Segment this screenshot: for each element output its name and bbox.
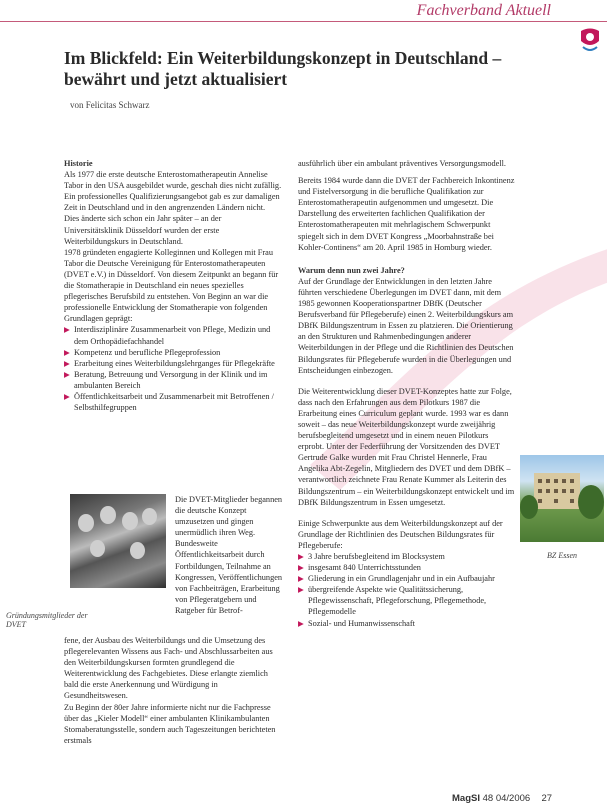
list-item: ▶ Kompetenz und berufliche Pflegeprofession (64, 347, 282, 358)
page-footer (452, 793, 552, 804)
text-column-left-continued: fene, der Ausbau des Weiterbildungs und die Umsetzung des pflegerelevanten Wissens aus Fach- und Abschlussarbeiten aus den Weiterbildungskursen formten grundlegend die Weiterentwicklung des Fachgebietes. Diese erlangte ziemlich bald die erste Anerkennung und Würdigung in Gesundheitswesen. Zu Beginn der 80er Jahre informierte nicht nur die Fachpresse über das „Kieler Modell“ einer ambulanten Klinikambulanten Stomaberatungsstelle, sondern auch Tageszeitungen berichteten erstmals (64, 636, 276, 745)
list-item: ▶ Beratung, Betreuung und Versorgung in der Klinik und im ambulanten Bereich (64, 369, 282, 391)
text-column-left (64, 158, 282, 413)
text-beside-photo: Die DVET-Mitglieder begannen die deutsche Konzept umzusetzen und gingen unermüdlich ihren Weg. Bundesweite Öffentlichkeitsarbeit durch Fortbildungen, Teilnahme an Kongressen, Veröffentlichungen von Fachbeiträgen, Erarbeitung von Pflegeratgebern und Ratgeber für Betrof- (175, 495, 283, 615)
list-item: ▶ insgesamt 840 Unterrichtsstunden (298, 562, 516, 573)
photo-caption: Gründungsmitglieder der DVET (6, 611, 88, 629)
list-item: ▶ übergreifende Aspekte wie Qualitätssicherung, Pflegewissenschaft, Pflegeforschung, Pflegemethode, Pflegemodelle (298, 584, 516, 617)
group-photo (70, 494, 166, 588)
header-rule (0, 21, 607, 22)
text-column-right (298, 158, 516, 629)
photo-caption: BZ Essen (547, 551, 577, 560)
bullet-list (298, 551, 516, 629)
paragraph: Als 1977 die erste deutsche Enterostomatherapeutin Annelise Tabor in den USA ausgebildet wurde, geschah dies nicht zufällig. Ein professionelles Qualifizierungsangebot gab es zur damaligen Zeit in Deutschland und in den angrenzenden Ländern nicht. Dies änderte sich schon ein Jahr später – an der Universitätsklinik Düsseldorf wurden der erste Weiterbildungskurs in Deutschland. (64, 170, 282, 246)
magazine-name: MagSI (452, 793, 480, 804)
issue-number: 48 04/2006 (482, 793, 531, 804)
list-item: ▶ Öffentlichkeitsarbeit und Zusammenarbeit mit Betroffenen / Selbsthilfegruppen (64, 391, 282, 413)
list-item: ▶ 3 Jahre berufsbegleitend im Blocksystem (298, 551, 516, 562)
bullet-list (64, 324, 282, 413)
article-title: Im Blickfeld: Ein Weiterbildungskonzept in Deutschland – bewährt und jetzt aktualisiert (64, 48, 502, 89)
magazine-logo (579, 27, 601, 53)
section-heading: Warum denn nun zwei Jahre? (298, 265, 405, 275)
section-title: Fachverband Aktuell (416, 2, 551, 19)
paragraph: Auf der Grundlage der Entwicklungen in den letzten Jahre führten verschiedene Überlegungen im DVET dann, mit dem 1985 gewonnen Kooperationspartner DBfK (Deutscher Berufsverband für Pflegeberufe) einen 2. Weiterbildungskurs am DBfK Bildungszentrum in Essen zu platzieren. Die Orientierung an den Strukturen und Rahmenbedingungen anderer Weiterbildungen in der Pflege und die Richtlinien des Deutschen Bildungsrates für Pflegeberufe wurden in die Überlegungen und Entscheidungen einbezogen. (298, 276, 514, 375)
section-heading: Historie (64, 159, 93, 168)
author-line: von Felicitas Schwarz (70, 100, 150, 110)
paragraph: Einige Schwerpunkte aus dem Weiterbildungskonzept auf der Grundlage der Richtlinien des Deutschen Bildungsrates für Pflegeberufe: (298, 518, 503, 550)
paragraph: Bereits 1984 wurde dann die DVET der Fachbereich Inkontinenz und Fistelversorgung in die berufliche Qualifikation zur Enterostomatherapeutin aufgenommen und umgesetzt. Die Darstellung des erweiterten fachlichen Qualifikation der Enterostomatherapeuten mit mehrlagischem Schwerpunkt spiegelt sich in dem DVET Kongress „Moorbahnstraße bei Kohler-Continens“ am 20. April 1985 in Homburg wieder. (298, 176, 515, 252)
paragraph: 1978 gründeten engagierte Kolleginnen und Kollegen mit Frau Tabor die Deutsche Vereinigung für Enterostomatherapeuten (DVET e.V.) in Düsseldorf. Von diesem Zeitpunkt an begann für die Stomatherapie in Deutschland ein neues spezielles pflegerisches Berufsbild zu entstehen. Von Beginn an war die professionelle Entwicklung der Stomatherapie von folgenden Grundlagen geprägt: (64, 247, 279, 324)
building-photo (520, 455, 604, 542)
list-item: ▶ Gliederung in ein Grundlagenjahr und in ein Aufbaujahr (298, 573, 516, 584)
list-item: ▶ Interdisziplinäre Zusammenarbeit von Pflege, Medizin und dem Orthopädiefachhandel (64, 324, 282, 346)
paragraph: ausführlich über ein ambulant präventives Versorgungsmodell. (298, 159, 506, 168)
list-item: ▶ Sozial- und Humanwissenschaft (298, 618, 516, 629)
list-item: ▶ Erarbeitung eines Weiterbildungslehrganges für Pflegekräfte (64, 358, 282, 369)
page-number: 27 (541, 793, 553, 804)
paragraph: Die Weiterentwicklung dieser DVET-Konzeptes hatte zur Folge, dass nach den Erfahrungen aus dem Pilotkurs 1987 die Erarbeitung eines Curriculum geplant wurde. 1993 war es dann soweit – das neue Weiterbildungskonzept wurde zweijährig berufsbegleitend umgesetzt und in einem neuen Pilotkurs erprobt. Unter der Federführung der Vorsitzenden des DVET Gertrude Galke wurden mit Frau Christel Hennerle, Frau Angelika Abt-Zegelin, Mitgliedern des DVET und dem DBfK – verantwortlich zeichnete Frau Renate Kummer als Leiterin des Bildungszentrum – ein Weiterbildungskonzept entwickelt und im DBfK Bildungszentrum in Essen umgesetzt. (298, 386, 515, 507)
